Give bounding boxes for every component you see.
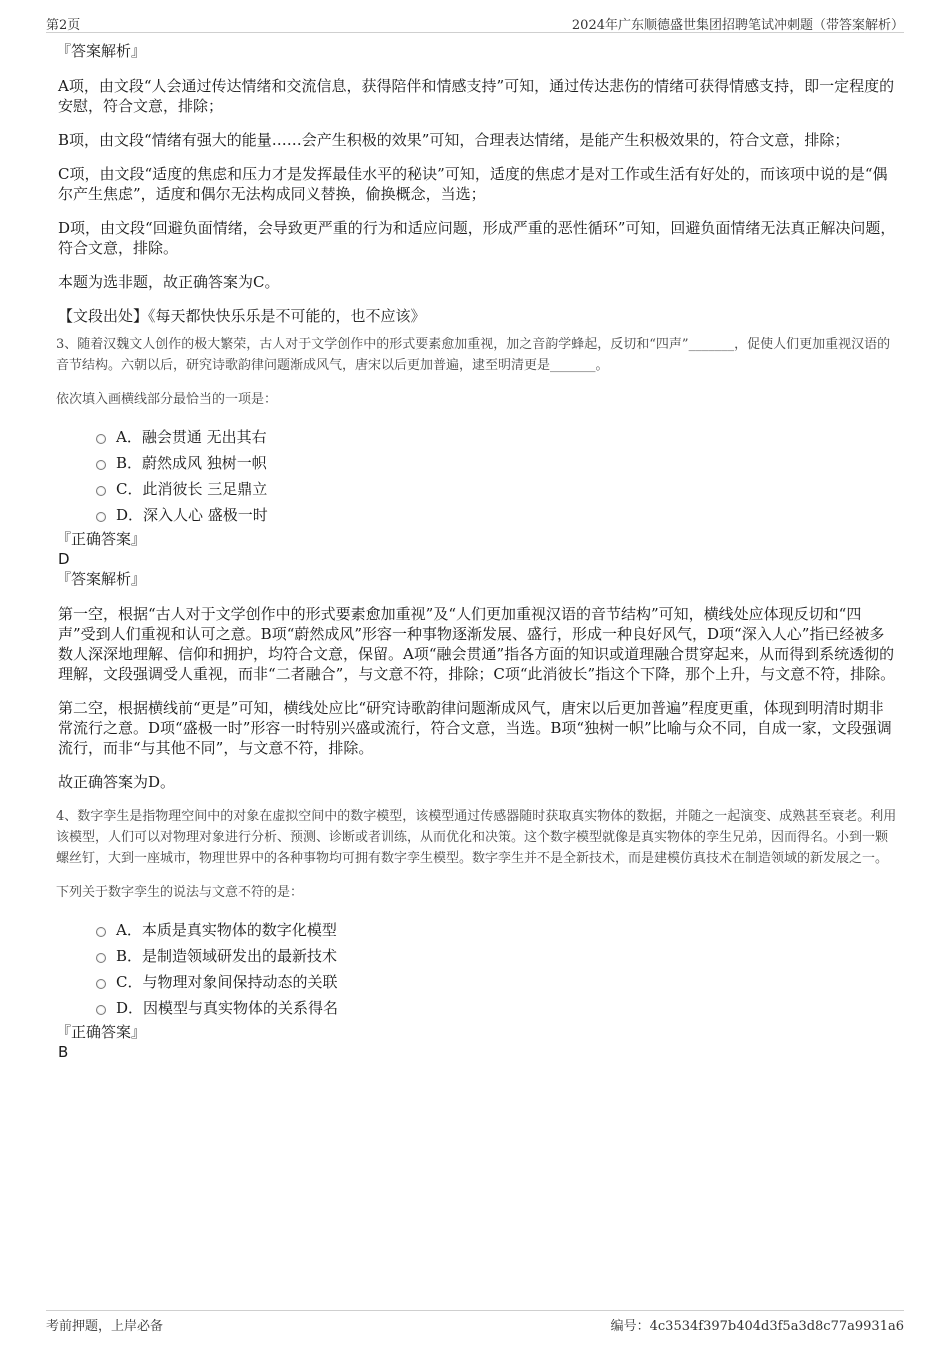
option-c[interactable] — [96, 969, 898, 995]
page-footer — [46, 1310, 904, 1335]
question-4-prompt: 下列关于数字孪生的说法与文意不符的是： — [56, 885, 304, 900]
correct-answer-heading: 『正确答案』 — [56, 530, 147, 548]
analysis-option-d: D项，由文段“回避负面情绪，会导致更严重的行为和适应问题，形成严重的恶性循环”可知，回避负面情绪无法真正解决问题，符合文意，排除。 — [58, 219, 896, 257]
question-3-stem: 3、随着汉魏文人创作的极大繁荣，古人对于文学创作中的形式要素愈加重视，加之音韵学蜂起，反切和“四声”_______，促使人们更加重视汉语的音节结构。六朝以后，研究诗歌韵律问题渐成风气，唐宋以后更加普遍，逮至明清更是_______。 — [56, 337, 891, 373]
page-number: 第2页 — [46, 18, 81, 33]
option-d[interactable] — [96, 995, 898, 1021]
page-header — [46, 12, 904, 33]
analysis-option-a: A项，由文段“人会通过传达情绪和交流信息，获得陪伴和情感支持”可知，通过传达悲伤的情绪可获得情感支持，即一定程度的安慰，符合文意，排除； — [58, 77, 895, 115]
option-label: C．与物理对象间保持动态的关联 — [116, 973, 338, 991]
option-b[interactable] — [96, 943, 898, 969]
document-code: 编号：4c3534f397b404d3f5a3d8c77a9931a6 — [610, 1319, 904, 1334]
option-label: A．融会贯通 无出其右 — [116, 428, 267, 446]
option-label: D．因模型与真实物体的关系得名 — [116, 999, 339, 1017]
option-label: B．蔚然成风 独树一帜 — [116, 454, 267, 472]
radio-icon[interactable] — [96, 512, 106, 522]
option-d[interactable] — [96, 502, 898, 528]
radio-icon[interactable] — [96, 486, 106, 496]
analysis-option-c: C项，由文段“适度的焦虑和压力才是发挥最佳水平的秘诀”可知，适度的焦虑才是对工作或生活有好处的，而该项中说的是“偶尔产生焦虑”，适度和偶尔无法构成同义替换，偷换概念，当选； — [58, 165, 888, 203]
option-a[interactable] — [96, 917, 898, 943]
document-title: 2024年广东顺德盛世集团招聘笔试冲刺题（带答案解析） — [571, 18, 904, 33]
option-label: D．深入人心 盛极一时 — [116, 506, 268, 524]
correct-answer-heading: 『正确答案』 — [56, 1023, 147, 1041]
option-b[interactable] — [96, 450, 898, 476]
option-label: A．本质是真实物体的数字化模型 — [116, 921, 337, 939]
correct-answer: B — [58, 1043, 69, 1061]
question-3-options — [56, 424, 898, 528]
radio-icon[interactable] — [96, 1005, 106, 1015]
analysis-option-b: B项，由文段“情绪有强大的能量……会产生积极的效果”可知，合理表达情绪，是能产生积极效果的，符合文意，排除； — [58, 131, 850, 149]
analysis-conclusion: 故正确答案为D。 — [58, 773, 176, 791]
question-4-options — [56, 917, 898, 1021]
option-label: B．是制造领域研发出的最新技术 — [116, 947, 338, 965]
analysis-conclusion: 本题为选非题，故正确答案为C。 — [58, 273, 280, 291]
radio-icon[interactable] — [96, 953, 106, 963]
question-4-stem: 4、数字孪生是指物理空间中的对象在虚拟空间中的数字模型，该模型通过传感器随时获取真实物体的数据，并随之一起演变、成熟甚至衰老。利用该模型，人们可以对物理对象进行分析、预测、诊断或者训练，从而优化和决策。这个数字模型就像是真实物体的孪生兄弟，因而得名。小到一颗螺丝钉，大到一座城市，物理世界中的各种事物均可拥有数字孪生模型。数字孪生并不是全新技术，而是建模仿真技术在制造领域的新发展之一。 — [56, 809, 897, 866]
passage-source: 【文段出处】《每天都快快乐乐是不可能的，也不应该》 — [58, 307, 426, 325]
correct-answer: D — [58, 550, 70, 568]
option-c[interactable] — [96, 476, 898, 502]
document-body — [56, 40, 898, 1061]
option-a[interactable] — [96, 424, 898, 450]
footer-slogan: 考前押题，上岸必备 — [46, 1319, 164, 1334]
analysis-heading: 『答案解析』 — [56, 42, 147, 60]
question-3-prompt: 依次填入画横线部分最恰当的一项是： — [56, 392, 278, 407]
analysis-paragraph-1: 第一空，根据“古人对于文学创作中的形式要素愈加重视”及“人们更加重视汉语的音节结构”可知，横线处应体现反切和“四声”受到人们重视和认可之意。B项“蔚然成风”形容一种事物逐渐发展、盛行，形成一种良好风气，D项“深入人心”指已经被多数人深深地理解、信仰和拥护，均符合文意，保留。A项“融会贯通”指各方面的知识或道理融合贯穿起来，从而得到系统透彻的理解，文段强调受人重视，而非“二者融合”，与文意不符，排除；C项“此消彼长”指这个下降，那个上升，与文意不符，排除。 — [58, 605, 896, 683]
radio-icon[interactable] — [96, 927, 106, 937]
radio-icon[interactable] — [96, 460, 106, 470]
analysis-paragraph-2: 第二空，根据横线前“更是”可知，横线处应比“研究诗歌韵律问题渐成风气，唐宋以后更加普遍”程度更重，体现到明清时期非常流行之意。D项“盛极一时”形容一时特别兴盛或流行，符合文意，当选。B项“独树一帜”比喻与众不同，自成一家，文段强调流行，而非“与其他不同”，与文意不符，排除。 — [58, 699, 892, 757]
radio-icon[interactable] — [96, 434, 106, 444]
radio-icon[interactable] — [96, 979, 106, 989]
analysis-heading: 『答案解析』 — [56, 570, 147, 588]
option-label: C．此消彼长 三足鼎立 — [116, 480, 268, 498]
